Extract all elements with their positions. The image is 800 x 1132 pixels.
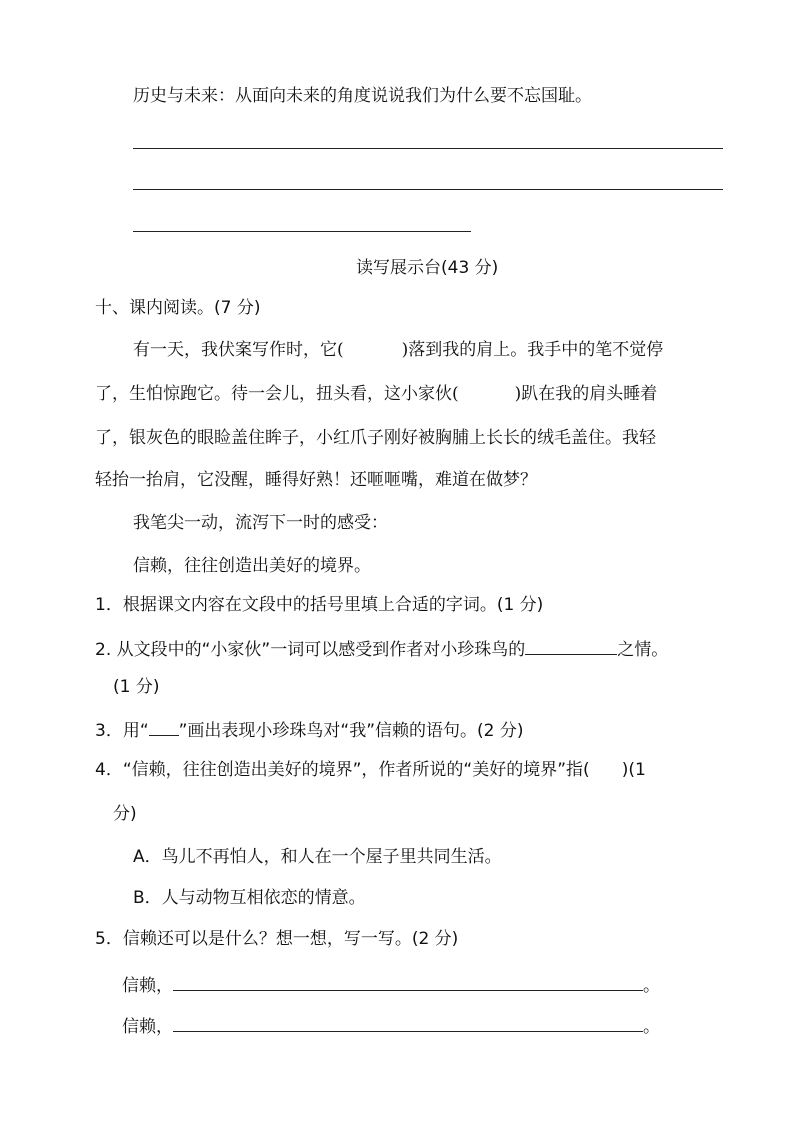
question-5-answer-row — [122, 1015, 660, 1036]
question-4 — [95, 762, 646, 779]
question-text: 2. 从文段中的“小家伙”一词可以感受到作者对小珍珠鸟的 — [95, 640, 526, 660]
answer-label: 信赖， — [122, 976, 173, 996]
passage-text: 了，生怕惊跑它。待一会儿，扭头看，这小家伙( — [95, 384, 459, 404]
answer-line[interactable] — [133, 189, 723, 190]
answer-line[interactable] — [133, 231, 471, 232]
passage-line — [95, 386, 657, 403]
option-a: A．鸟儿不再怕人，和人在一个屋子里共同生活。 — [133, 847, 502, 867]
question-4-score: 分) — [113, 804, 137, 824]
answer-label: 信赖， — [122, 1017, 173, 1037]
passage-text: )落到我的肩上。我手中的笔不觉停 — [401, 340, 664, 360]
question-text: ”画出表现小珍珠鸟对“我”信赖的语句。(2 分) — [178, 721, 524, 741]
question-text: )(1 — [621, 760, 646, 780]
passage-line: 我笔尖一动，流泻下一时的感受： — [133, 513, 388, 533]
answer-line[interactable] — [173, 1015, 643, 1032]
passage-line: 轻抬一抬肩，它没醒，睡得好熟！还咂咂嘴，难道在做梦？ — [95, 470, 537, 490]
question-2 — [95, 638, 668, 659]
question-5: 5．信赖还可以是什么？想一想，写一写。(2 分) — [95, 929, 459, 949]
question-text: 之情。 — [617, 640, 669, 660]
answer-blank[interactable] — [525, 638, 617, 655]
section-title: 读写展示台(43 分) — [356, 258, 499, 278]
question-3 — [95, 719, 524, 740]
question-10-title: 十、课内阅读。(7 分) — [95, 298, 261, 318]
answer-line[interactable] — [133, 148, 723, 149]
answer-end: 。 — [643, 1017, 660, 1037]
question-2-score: (1 分) — [113, 677, 160, 697]
passage-line — [133, 342, 663, 359]
question-text: 3．用“ — [95, 721, 149, 741]
option-b: B．人与动物互相依恋的情意。 — [133, 888, 366, 908]
answer-line[interactable] — [173, 974, 643, 991]
answer-end: 。 — [643, 976, 660, 996]
underline-sample — [149, 719, 179, 736]
question-1: 1．根据课文内容在文段中的括号里填上合适的字词。(1 分) — [95, 595, 544, 615]
question-5-answer-row — [122, 974, 660, 995]
passage-line: 信赖，往往创造出美好的境界。 — [133, 556, 371, 576]
history-prompt: 历史与未来：从面向未来的角度说说我们为什么要不忘国耻。 — [133, 86, 592, 106]
passage-text: )趴在我的肩头睡着 — [514, 384, 658, 404]
passage-line: 了，银灰色的眼睑盖住眸子，小红爪子刚好被胸脯上长长的绒毛盖住。我轻 — [95, 428, 656, 448]
question-text: 4．“信赖，往往创造出美好的境界”，作者所说的“美好的境界”指( — [95, 760, 590, 780]
passage-text: 有一天，我伏案写作时，它( — [133, 340, 344, 360]
